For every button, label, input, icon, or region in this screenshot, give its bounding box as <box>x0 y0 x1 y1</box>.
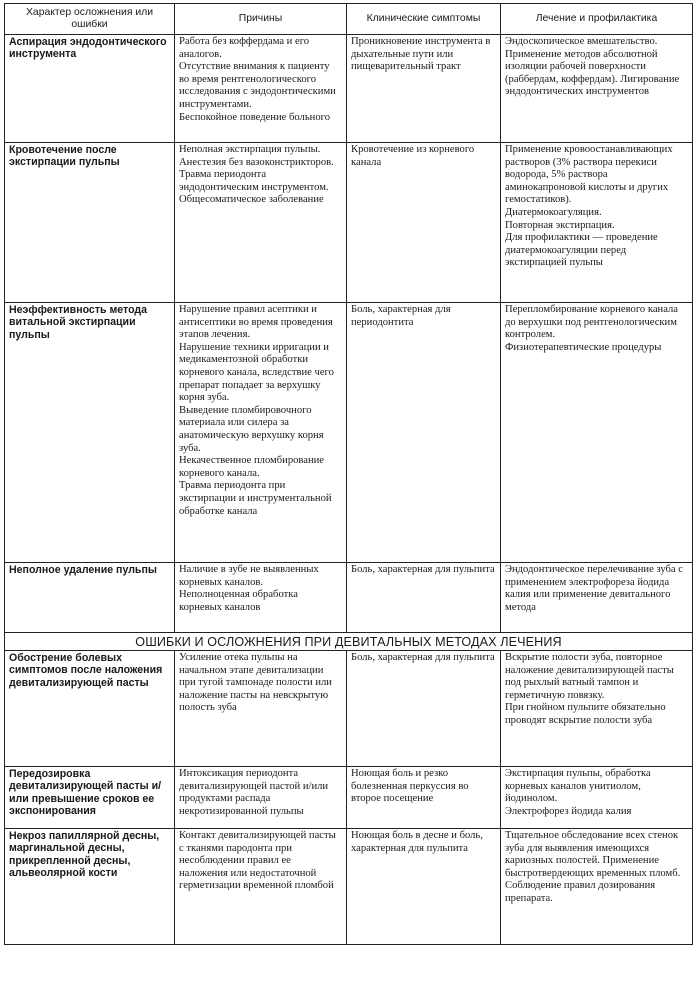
table-row <box>5 303 693 563</box>
symptom-line: Кровотечение из корневого канала <box>351 144 475 168</box>
causes-cell <box>175 829 347 945</box>
cause-line: Неполноценная обработка корневых каналов <box>179 589 298 613</box>
symptom-line: Боль, характерная для пульпита <box>351 652 495 663</box>
symptoms-cell <box>347 143 501 303</box>
cause-line: Общесоматическое заболевание <box>179 194 324 206</box>
complications-table <box>4 3 693 945</box>
cause-line: Некачественное пломбирование корневого канала. <box>179 455 325 479</box>
cause-line: Беспокойное поведение больного <box>179 111 330 123</box>
table-row <box>5 829 693 945</box>
symptom-line: Проникновение инструмента в дыхательные пути или пищеварительный тракт <box>351 36 491 73</box>
causes-cell <box>175 143 347 303</box>
causes-cell <box>175 563 347 633</box>
cause-line: Выведение пломбировочного материала или силера за анатомическую верхушку корня зуба. <box>179 404 324 454</box>
symptoms-cell <box>347 303 501 563</box>
complication-name: Кровотечение после экстирпации пульпы <box>5 143 175 303</box>
header-symptoms: Клинические симптомы <box>347 4 501 35</box>
cause-line: Нарушение техники ирригации и медикаментозной обработки корневого канала, вследствие чего препарат попадает за верхушку корня зуба. <box>179 341 334 404</box>
cause-line: Работа без коффердама и его аналогов. <box>179 36 310 60</box>
symptoms-cell <box>347 829 501 945</box>
header-treatment: Лечение и профилактика <box>501 4 693 35</box>
table-row <box>5 651 693 767</box>
treatment-line: Перепломбирование корневого канала до верхушки под рентгенологическим контролем. <box>505 304 678 341</box>
section-row <box>5 633 693 651</box>
treatment-cell <box>501 303 693 563</box>
complication-name: Неполное удаление пульпы <box>5 563 175 633</box>
symptoms-cell <box>347 563 501 633</box>
treatment-cell <box>501 35 693 143</box>
treatment-line: Эндодонтическое перелечивание зуба с применением электрофореза йодида калия или применение девитального метода <box>505 564 683 613</box>
table-row <box>5 35 693 143</box>
treatment-line: Электрофорез йодида калия <box>505 805 632 817</box>
causes-cell <box>175 303 347 563</box>
causes-cell <box>175 651 347 767</box>
treatment-line: Вскрытие полости зуба, повторное наложение девитализирующей пасты под рыхлый ватный тампон и герметичную повязку. <box>505 652 674 701</box>
treatment-line: Повторная экстирпация. <box>505 219 615 231</box>
complication-name: Аспирация эндодонтического инструмента <box>5 35 175 143</box>
section-title: ОШИБКИ И ОСЛОЖНЕНИЯ ПРИ ДЕВИТАЛЬНЫХ МЕТОДАХ ЛЕЧЕНИЯ <box>5 633 693 651</box>
cause-line: Интоксикация периодонта девитализирующей пастой и/или продуктами распада некротизированной пульпы <box>179 768 329 817</box>
cause-line: Неполная экстирпация пульпы. Анестезия без вазоконстрикторов. Травма периодонта эндодонтическим инструментом. <box>179 144 334 193</box>
table-row <box>5 767 693 829</box>
header-complication: Характер осложнения или ошибки <box>5 4 175 35</box>
treatment-line: Применение кровоостанавливающих растворов (3% раствора перекиси водорода, 5% раствора аминокапроновой кислоты и других гемостатиков). <box>505 144 673 206</box>
treatment-line: Тщательное обследование всех стенок зуба для выявления имеющихся кариозных полостей. Применение быстротвердеющих временных пломб. <box>505 830 681 879</box>
header-causes: Причины <box>175 4 347 35</box>
treatment-cell <box>501 829 693 945</box>
table-row <box>5 563 693 633</box>
treatment-line: Для профилактики — проведение диатермокоагуляции перед экстирпацией пульпы <box>505 232 658 269</box>
treatment-line: Соблюдение правил дозирования препарата. <box>505 880 656 904</box>
header-row <box>5 4 693 35</box>
complication-name: Неэффективность метода витальной экстирпации пульпы <box>5 303 175 563</box>
symptom-line: Боль, характерная для периодонтита <box>351 304 451 328</box>
treatment-cell <box>501 143 693 303</box>
treatment-cell <box>501 563 693 633</box>
cause-line: Наличие в зубе не выявленных корневых каналов. <box>179 564 319 588</box>
treatment-cell <box>501 651 693 767</box>
symptoms-cell <box>347 651 501 767</box>
complication-name: Некроз папиллярной десны, маргинальной десны, прикрепленной десны, альвеолярной кости <box>5 829 175 945</box>
causes-cell <box>175 35 347 143</box>
symptom-line: Боль, характерная для пульпита <box>351 564 495 575</box>
complication-name: Обострение болевых симптомов после наложения девитализирующей пасты <box>5 651 175 767</box>
cause-line: Отсутствие внимания к пациенту во время рентгенологического исследования с эндодонтическими инструментами. <box>179 61 336 110</box>
cause-line: Травма периодонта при экстирпации и инструментальной обработке канала <box>179 480 332 517</box>
symptoms-cell <box>347 35 501 143</box>
cause-line: Усиление отека пульпы на начальном этапе девитализации при тугой тампонаде полости или наложение пасты на невскрытую полость зуба <box>179 652 332 714</box>
treatment-line: Физиотерапевтические процедуры <box>505 341 662 353</box>
treatment-line: Эндоскопическое вмешательство. <box>505 36 658 47</box>
symptom-line: Ноющая боль в десне и боль, характерная для пульпита <box>351 830 483 854</box>
symptom-line: Ноющая боль и резко болезненная перкуссия во второе посещение <box>351 768 469 805</box>
treatment-line: Применение методов абсолютной изоляции рабочей поверхности (раббердам, коффердам). Лигирование эндодонтических инструментов <box>505 48 680 98</box>
complication-name: Передозировка девитализирующей пасты и/или превышение сроков ее экспонирования <box>5 767 175 829</box>
treatment-line: Диатермокоагуляция. <box>505 206 602 218</box>
cause-line: Контакт девитализирующей пасты с тканями пародонта при несоблюдении правил ее наложения или недостаточной герметизации временной пломбой <box>179 830 336 892</box>
treatment-line: Экстирпация пульпы, обработка корневых каналов унитиолом, йодинолом. <box>505 768 651 805</box>
table-row <box>5 143 693 303</box>
causes-cell <box>175 767 347 829</box>
treatment-cell <box>501 767 693 829</box>
cause-line: Нарушение правил асептики и антисептики во время проведения этапов лечения. <box>179 304 333 341</box>
symptoms-cell <box>347 767 501 829</box>
treatment-line: При гнойном пульпите обязательно проводят вскрытие полости зуба <box>505 702 666 726</box>
